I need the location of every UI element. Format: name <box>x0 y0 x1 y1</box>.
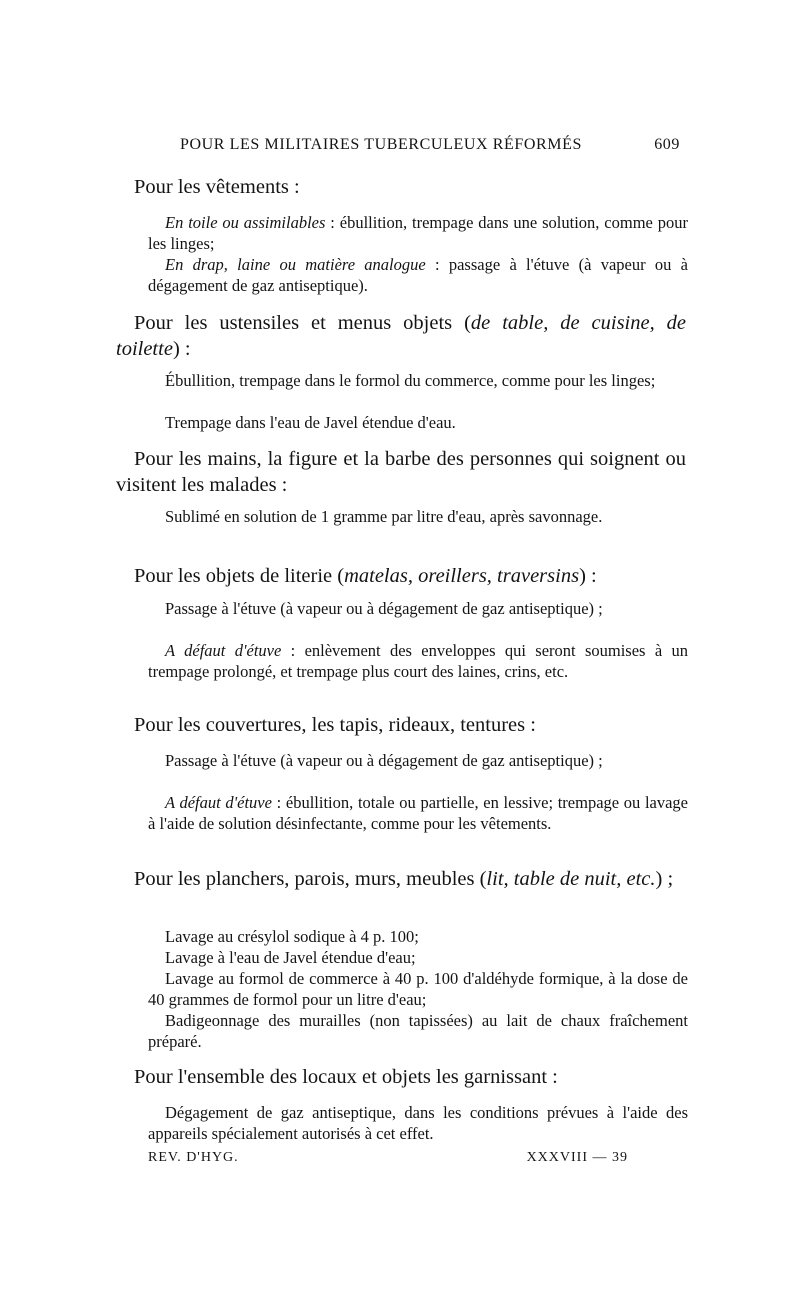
page-number: 609 <box>654 136 680 153</box>
paragraph-ustensiles-trempage: Trempage dans l'eau de Javel étendue d'eau. <box>165 413 456 432</box>
heading-ensemble: Pour l'ensemble des locaux et objets les garnissant : <box>134 1066 558 1088</box>
heading-ustensiles <box>116 310 686 362</box>
italic-lead: En toile ou assimilables <box>165 213 326 232</box>
paragraph-planchers-badigeonnage: Badigeonnage des murailles (non tapissées) au lait de chaux fraîchement préparé. <box>148 1011 688 1051</box>
heading-text: Pour les planchers, parois, murs, meubles ( <box>134 868 487 890</box>
paragraph-text: : ébullition, trempage dans une solution, comme pour les linges; <box>148 213 689 253</box>
heading-italic: matelas, oreillers, traversins <box>344 565 580 587</box>
paragraph-literie-defaut <box>148 640 688 682</box>
paragraph-text: : enlèvement des enveloppes qui seront soumises à un trempage prolongé, et trempage plus court des laines, crins, etc. <box>148 641 688 681</box>
heading-italic: lit, table de nuit, etc. <box>486 868 656 890</box>
paragraph-vetements-drap <box>148 254 688 296</box>
heading-italic: de table, de cuisine, de toilette <box>116 312 686 360</box>
italic-lead: A défaut d'étuve <box>165 641 282 660</box>
paragraph-planchers-javel: Lavage à l'eau de Javel étendue d'eau; <box>165 948 416 967</box>
paragraph-mains-sublime: Sublimé en solution de 1 gramme par litre d'eau, après savonnage. <box>165 507 603 526</box>
heading-vetements: Pour les vêtements : <box>134 176 300 198</box>
paragraph-ensemble-degagement: Dégagement de gaz antiseptique, dans les conditions prévues à l'aide des appareils spécialement autorisés à cet effet. <box>148 1103 688 1143</box>
signature-mark: XXXVIII — 39 <box>526 1150 628 1165</box>
heading-text: ) : <box>172 338 191 360</box>
paragraph-text: : ébullition, totale ou partielle, en lessive; trempage ou lavage à l'aide de solution désinfectante, comme pour les vêtements. <box>148 793 688 833</box>
heading-mains: Pour les mains, la figure et la barbe des personnes qui soignent ou visitent les malades : <box>116 448 686 496</box>
heading-text: ) : <box>579 565 597 587</box>
paragraph-vetements-toile <box>148 212 688 254</box>
heading-planchers <box>116 866 686 892</box>
paragraph-couvertures-defaut <box>148 792 688 834</box>
paragraph-text: : passage à l'étuve (à vapeur ou à dégagement de gaz antiseptique). <box>148 255 688 295</box>
italic-lead: A défaut d'étuve <box>165 793 272 812</box>
journal-abbreviation: REV. D'HYG. <box>148 1150 239 1165</box>
paragraph-planchers-formol: Lavage au formol de commerce à 40 p. 100 d'aldéhyde formique, à la dose de 40 grammes de formol pour un litre d'eau; <box>148 969 688 1009</box>
heading-literie <box>116 563 686 589</box>
heading-text: Pour les ustensiles et menus objets ( <box>134 312 471 334</box>
paragraph-planchers-cresylol: Lavage au crésylol sodique à 4 p. 100; <box>165 927 419 946</box>
heading-couvertures: Pour les couvertures, les tapis, rideaux, tentures : <box>134 714 536 736</box>
paragraph-literie-etuve: Passage à l'étuve (à vapeur ou à dégagement de gaz antiseptique) ; <box>165 599 603 618</box>
paragraph-couvertures-etuve: Passage à l'étuve (à vapeur ou à dégagement de gaz antiseptique) ; <box>165 751 603 770</box>
heading-text: ) ; <box>655 868 674 890</box>
running-title: POUR LES MILITAIRES TUBERCULEUX RÉFORMÉS <box>180 136 583 153</box>
heading-text: Pour les objets de literie ( <box>134 565 345 587</box>
paragraph-ustensiles-ebullition: Ébullition, trempage dans le formol du commerce, comme pour les linges; <box>165 371 656 390</box>
italic-lead: En drap, laine ou matière analogue <box>165 255 426 274</box>
